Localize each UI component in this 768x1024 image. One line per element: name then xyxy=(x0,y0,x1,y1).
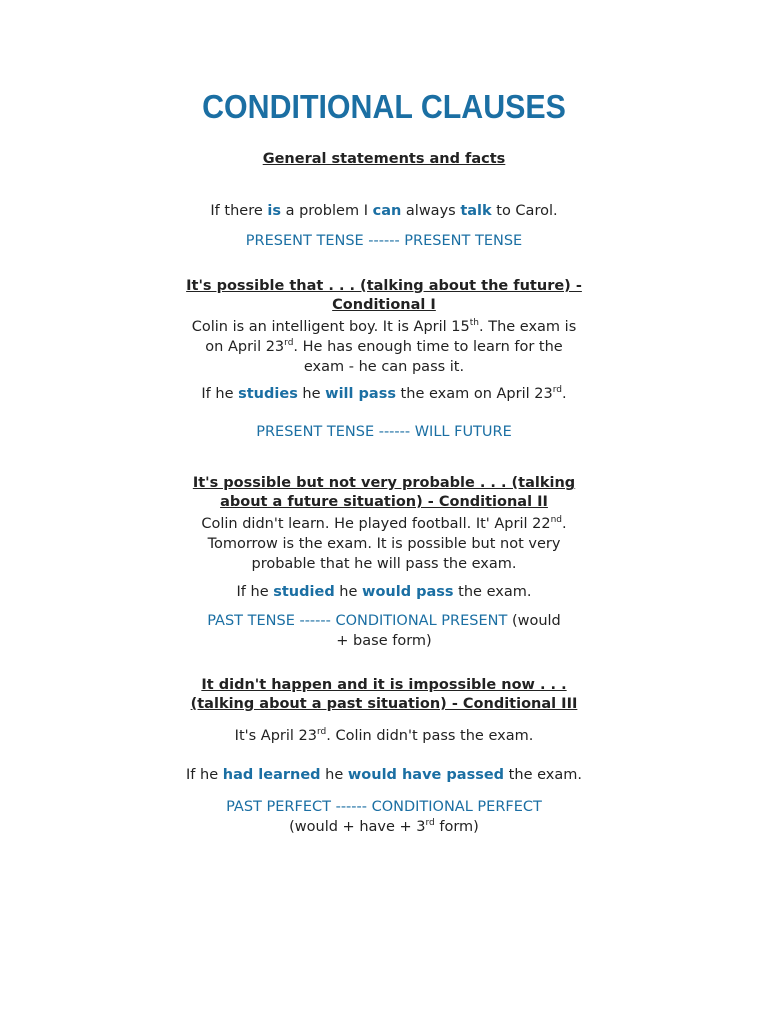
superscript: nd xyxy=(550,515,563,526)
text-run: If he xyxy=(201,386,239,402)
heading-line: Conditional I xyxy=(332,297,436,313)
text-run: If there xyxy=(210,203,268,219)
text-run: (would xyxy=(507,613,561,629)
highlight-word: will pass xyxy=(325,386,396,402)
text-run: . The exam is xyxy=(479,319,577,335)
example-sentence xyxy=(0,201,768,221)
highlight-word: would have passed xyxy=(347,767,505,783)
tense-rule xyxy=(0,797,768,837)
text-run: If he xyxy=(186,767,223,783)
page-title: CONDITIONAL CLAUSES xyxy=(202,88,566,125)
description-line: exam - he can pass it. xyxy=(303,359,465,375)
rule-text: PAST TENSE ------ CONDITIONAL PRESENT xyxy=(207,613,508,629)
scenario-description xyxy=(0,514,768,574)
heading-line: It's possible that . . . (talking about the future) - xyxy=(186,278,582,294)
superscript: rd xyxy=(552,385,562,396)
text-run: Colin is an intelligent boy. It is April 15 xyxy=(191,319,470,335)
superscript: rd xyxy=(425,818,435,829)
scenario-description xyxy=(0,726,768,746)
tense-rule: PRESENT TENSE ------ WILL FUTURE xyxy=(256,424,512,440)
text-run: he xyxy=(297,386,326,402)
text-run: he xyxy=(320,767,348,783)
rule-line xyxy=(0,611,768,631)
superscript: rd xyxy=(317,727,327,738)
highlight-word: would pass xyxy=(362,584,454,600)
section-heading-general: General statements and facts xyxy=(262,151,506,167)
text-run: . He has enough time to learn for the xyxy=(293,339,563,355)
highlight-word: is xyxy=(267,203,281,219)
superscript: rd xyxy=(284,338,294,349)
section-heading-conditional-3 xyxy=(0,676,768,714)
text-run: to Carol. xyxy=(491,203,558,219)
highlight-word: had learned xyxy=(222,767,321,783)
text-run: . Colin didn't pass the exam. xyxy=(326,728,534,744)
superscript: th xyxy=(469,318,479,329)
description-line xyxy=(0,514,768,534)
text-run: form) xyxy=(434,819,479,835)
text-run: Colin didn't learn. He played football. It' April 22 xyxy=(201,516,551,532)
text-run: . xyxy=(562,516,567,532)
text-run: It's April 23 xyxy=(234,728,317,744)
text-run: . xyxy=(561,386,567,402)
text-run: on April 23 xyxy=(205,339,285,355)
rule-line xyxy=(0,817,768,837)
text-run: a problem I xyxy=(280,203,373,219)
heading-line: about a future situation) - Conditional II xyxy=(220,494,548,510)
text-run: the exam. xyxy=(453,584,532,600)
text-run: always xyxy=(401,203,461,219)
highlight-word: studies xyxy=(238,386,298,402)
tense-rule xyxy=(0,611,768,651)
text-run: (would + have + 3 xyxy=(289,819,426,835)
heading-line: It's possible but not very probable . . . (talking xyxy=(192,475,576,491)
highlight-word: can xyxy=(372,203,402,219)
example-sentence xyxy=(0,765,768,785)
rule-line: + base form) xyxy=(336,633,432,649)
example-sentence xyxy=(0,384,768,404)
section-heading-conditional-1 xyxy=(0,277,768,315)
text-run: If he xyxy=(236,584,274,600)
description-line xyxy=(0,337,768,357)
example-sentence xyxy=(0,582,768,602)
text-run: he xyxy=(334,584,363,600)
highlight-word: studied xyxy=(273,584,335,600)
description-line: Tomorrow is the exam. It is possible but not very xyxy=(207,536,561,552)
highlight-word: talk xyxy=(460,203,492,219)
text-run: the exam on April 23 xyxy=(395,386,553,402)
heading-line: (talking about a past situation) - Conditional III xyxy=(190,696,578,712)
scenario-description xyxy=(0,317,768,377)
description-line: probable that he will pass the exam. xyxy=(251,556,517,572)
description-line xyxy=(0,317,768,337)
section-heading-conditional-2 xyxy=(0,474,768,512)
heading-line: It didn't happen and it is impossible now . . . xyxy=(201,677,567,693)
text-run: the exam. xyxy=(504,767,582,783)
tense-rule: PRESENT TENSE ------ PRESENT TENSE xyxy=(245,233,523,249)
rule-line: PAST PERFECT ------ CONDITIONAL PERFECT xyxy=(226,799,542,815)
